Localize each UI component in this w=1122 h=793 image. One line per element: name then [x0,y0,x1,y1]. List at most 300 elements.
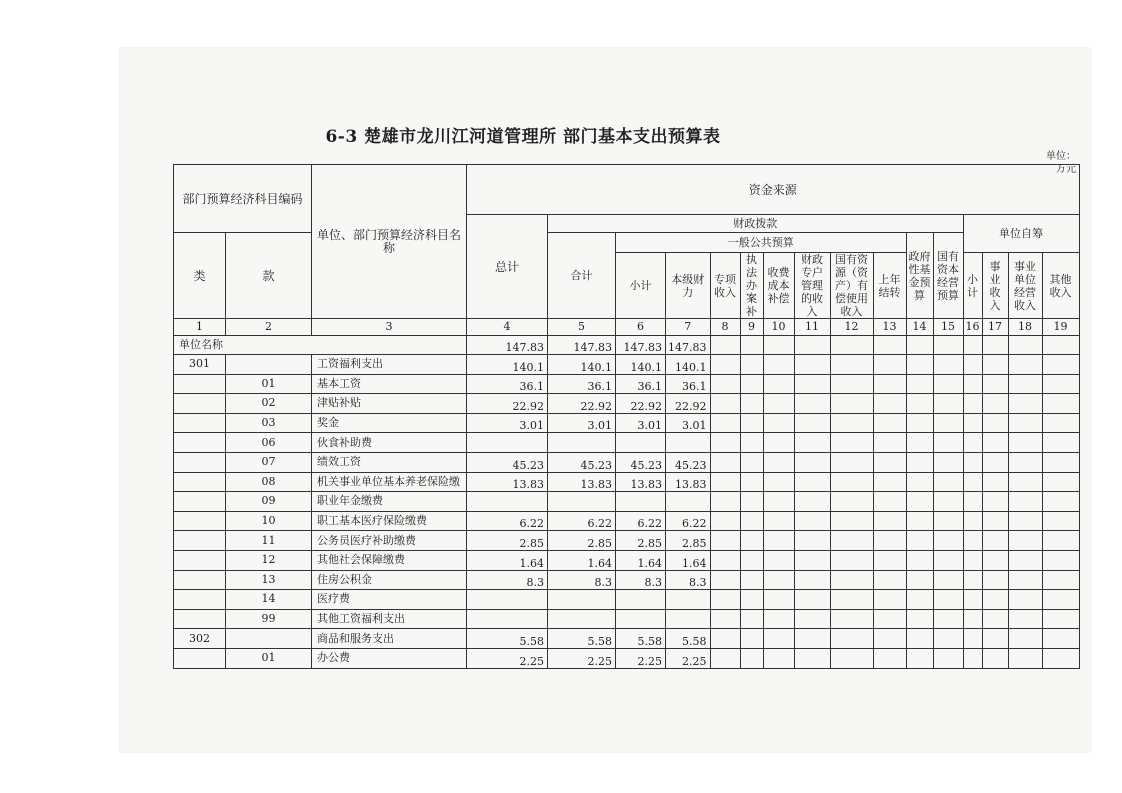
header-source: 资金来源 [467,165,1080,215]
empty-cell [906,648,933,668]
empty-cell [740,374,763,394]
empty-cell [1042,374,1079,394]
empty-cell [740,629,763,649]
unit-label: 单位：万元 [1046,151,1076,175]
empty-cell [982,492,1008,512]
empty-cell [1042,511,1079,531]
total-cell [467,433,548,453]
total-cell [467,590,548,610]
kuan-cell: 10 [226,511,312,531]
empty-cell [873,570,906,590]
heji-cell: 5.58 [548,629,616,649]
empty-cell [982,452,1008,472]
column-number-16: 16 [963,319,982,336]
empty-cell [830,355,873,375]
empty-cell [830,433,873,453]
empty-cell [933,394,963,414]
empty-cell [1008,413,1042,433]
empty-cell [933,492,963,512]
empty-cell [1008,433,1042,453]
lei-cell [174,433,226,453]
empty-cell [763,590,794,610]
table-row [174,492,1080,512]
empty-cell [710,394,740,414]
empty-cell [906,472,933,492]
empty-cell [830,413,873,433]
empty-cell [740,511,763,531]
benji-cell: 36.1 [666,374,711,394]
name-cell: 机关事业单位基本养老保险缴 [312,472,467,492]
empty-cell [982,590,1008,610]
kuan-cell: 13 [226,570,312,590]
empty-cell [963,590,982,610]
empty-cell [794,452,830,472]
heji-cell: 6.22 [548,511,616,531]
empty-cell [830,590,873,610]
xiaoji-cell: 36.1 [616,374,666,394]
column-number-7: 7 [666,319,711,336]
name-cell: 商品和服务支出 [312,629,467,649]
empty-cell [763,413,794,433]
header-xiaoji: 小计 [616,253,666,319]
lei-cell [174,550,226,570]
empty-cell [1042,609,1079,629]
column-number-19: 19 [1042,319,1079,336]
empty-cell [740,570,763,590]
empty-cell [794,648,830,668]
name-cell: 职工基本医疗保险缴费 [312,511,467,531]
total-cell [467,609,548,629]
table-row [174,570,1080,590]
budget-table [173,164,1080,669]
column-number-14: 14 [906,319,933,336]
header-shiye: 事业收入 [982,253,1008,319]
empty-cell [740,531,763,551]
empty-cell [763,374,794,394]
empty-cell [873,452,906,472]
benji-cell: 3.01 [666,413,711,433]
empty-cell [906,355,933,375]
xiaoji-cell [616,492,666,512]
empty-cell [1008,374,1042,394]
empty-cell [933,472,963,492]
table-body [174,336,1080,669]
table-row [174,452,1080,472]
column-number-row [174,319,1080,336]
total-cell: 13.83 [467,472,548,492]
kuan-cell: 01 [226,648,312,668]
xiaoji-cell: 13.83 [616,472,666,492]
empty-cell [1042,629,1079,649]
empty-cell [1042,550,1079,570]
benji-cell: 5.58 [666,629,711,649]
empty-cell [830,531,873,551]
benji-cell: 45.23 [666,452,711,472]
lei-cell [174,590,226,610]
empty-cell [963,531,982,551]
column-number-13: 13 [873,319,906,336]
empty-cell [1008,629,1042,649]
empty-cell [1008,609,1042,629]
empty-cell [873,511,906,531]
heji-cell: 22.92 [548,394,616,414]
empty-cell [873,433,906,453]
xiaoji-cell [616,609,666,629]
xiaoji-cell: 140.1 [616,355,666,375]
empty-cell [933,433,963,453]
empty-cell [933,374,963,394]
table-row [174,531,1080,551]
empty-cell [906,511,933,531]
empty-cell [710,570,740,590]
header-zhengfu: 政府性基金预算 [906,233,933,319]
lei-cell [174,492,226,512]
lei-cell [174,511,226,531]
lei-cell [174,394,226,414]
empty-cell [740,433,763,453]
empty-cell [982,374,1008,394]
empty-cell [763,629,794,649]
table-row [174,374,1080,394]
empty-cell [794,433,830,453]
lei-cell [174,472,226,492]
empty-cell [963,609,982,629]
empty-cell [933,629,963,649]
empty-cell [763,472,794,492]
empty-cell [740,472,763,492]
empty-cell [1008,550,1042,570]
header-kuan: 款 [226,233,312,319]
header-general: 一般公共预算 [616,233,907,253]
kuan-cell: 14 [226,590,312,610]
empty-cell [794,629,830,649]
empty-cell [794,413,830,433]
table-row [174,472,1080,492]
column-number-15: 15 [933,319,963,336]
total-cell: 8.3 [467,570,548,590]
empty-cell [933,648,963,668]
empty-cell [933,570,963,590]
header-zhuanxiang: 专项收入 [710,253,740,319]
kuan-cell: 02 [226,394,312,414]
benji-cell [666,433,711,453]
heji-cell: 140.1 [548,355,616,375]
benji-cell: 2.25 [666,648,711,668]
empty-cell [1008,492,1042,512]
header-shoufei: 收费成本补偿 [763,253,794,319]
empty-cell [830,609,873,629]
empty-cell [963,433,982,453]
unit-benji-cell: 147.83 [666,336,711,355]
empty-cell [906,570,933,590]
empty-cell [794,531,830,551]
empty-cell [763,609,794,629]
total-cell: 1.64 [467,550,548,570]
header-guoyou-ziben: 国有资本经营预算 [933,233,963,319]
empty-cell [763,511,794,531]
column-number-8: 8 [710,319,740,336]
heji-cell: 45.23 [548,452,616,472]
unit-xiaoji-cell: 147.83 [616,336,666,355]
empty-cell [963,355,982,375]
name-cell: 工资福利支出 [312,355,467,375]
heji-cell: 13.83 [548,472,616,492]
empty-cell [906,629,933,649]
empty-cell [982,648,1008,668]
benji-cell: 6.22 [666,511,711,531]
empty-cell [933,609,963,629]
empty-cell [933,550,963,570]
header-shangnian: 上年结转 [873,253,906,319]
empty-cell [982,472,1008,492]
empty-cell [740,648,763,668]
heji-cell [548,492,616,512]
header-qita: 其他收入 [1042,253,1079,319]
heji-cell: 8.3 [548,570,616,590]
empty-cell [1042,590,1079,610]
empty-cell [830,629,873,649]
empty-cell [873,609,906,629]
empty-cell [1008,355,1042,375]
empty-cell [906,394,933,414]
table-row [174,609,1080,629]
empty-cell [873,629,906,649]
benji-cell: 140.1 [666,355,711,375]
empty-cell [794,550,830,570]
empty-cell [873,472,906,492]
header-self-xiaoji: 小计 [963,253,982,319]
total-cell: 5.58 [467,629,548,649]
empty-cell [963,629,982,649]
table-row [174,433,1080,453]
name-cell: 办公费 [312,648,467,668]
header-zhifa: 执法办案补 [740,253,763,319]
empty-cell [710,629,740,649]
name-cell: 住房公积金 [312,570,467,590]
benji-cell: 2.85 [666,531,711,551]
name-cell: 医疗费 [312,590,467,610]
empty-cell [873,355,906,375]
table-row [174,413,1080,433]
name-cell: 其他工资福利支出 [312,609,467,629]
empty-cell [906,374,933,394]
empty-cell [982,629,1008,649]
lei-cell [174,452,226,472]
name-cell: 其他社会保障缴费 [312,550,467,570]
xiaoji-cell: 8.3 [616,570,666,590]
empty-cell [1008,590,1042,610]
empty-cell [982,355,1008,375]
empty-cell [830,648,873,668]
empty-cell [710,433,740,453]
header-heji: 合计 [548,233,616,319]
table-header [174,165,1080,336]
kuan-cell: 03 [226,413,312,433]
empty-cell [963,452,982,472]
empty-cell [1042,492,1079,512]
empty-cell [1042,433,1079,453]
empty-cell [1042,531,1079,551]
empty-cell [740,590,763,610]
column-number-4: 4 [467,319,548,336]
name-cell: 奖金 [312,413,467,433]
column-number-10: 10 [763,319,794,336]
header-econ-code: 部门预算经济科目编码 [174,165,312,233]
empty-cell [873,550,906,570]
xiaoji-cell [616,433,666,453]
empty-cell [830,472,873,492]
benji-cell [666,492,711,512]
empty-cell [830,374,873,394]
empty-cell [1008,648,1042,668]
total-cell: 3.01 [467,413,548,433]
empty-cell [1042,472,1079,492]
empty-cell [710,609,740,629]
column-number-9: 9 [740,319,763,336]
empty-cell [740,355,763,375]
empty-cell [906,452,933,472]
benji-cell: 8.3 [666,570,711,590]
empty-cell [906,433,933,453]
heji-cell [548,433,616,453]
xiaoji-cell: 5.58 [616,629,666,649]
empty-cell [794,590,830,610]
empty-cell [982,433,1008,453]
kuan-cell: 07 [226,452,312,472]
header-self: 单位自筹 [963,215,1079,253]
total-cell: 140.1 [467,355,548,375]
column-number-1: 1 [174,319,226,336]
empty-cell [740,609,763,629]
empty-cell [873,374,906,394]
total-cell: 36.1 [467,374,548,394]
benji-cell [666,609,711,629]
table-row [174,590,1080,610]
empty-cell [794,492,830,512]
empty-cell [963,472,982,492]
empty-cell [906,609,933,629]
empty-cell [933,355,963,375]
benji-cell: 1.64 [666,550,711,570]
kuan-cell: 01 [226,374,312,394]
empty-cell [740,413,763,433]
empty-cell [830,550,873,570]
total-cell: 22.92 [467,394,548,414]
empty-cell [830,394,873,414]
name-cell: 津贴补贴 [312,394,467,414]
empty-cell [794,609,830,629]
column-number-12: 12 [830,319,873,336]
lei-cell: 301 [174,355,226,375]
empty-cell [963,394,982,414]
empty-cell [906,413,933,433]
empty-cell [794,374,830,394]
table-row [174,394,1080,414]
table-row [174,550,1080,570]
lei-cell [174,531,226,551]
lei-cell [174,413,226,433]
table-row [174,355,1080,375]
empty-cell [873,413,906,433]
empty-cell [1042,355,1079,375]
empty-cell [763,452,794,472]
empty-cell [710,550,740,570]
heji-cell [548,590,616,610]
header-name: 单位、部门预算经济科目名称 [312,165,467,319]
empty-cell [740,550,763,570]
empty-cell [710,355,740,375]
empty-cell [963,550,982,570]
empty-cell [1008,511,1042,531]
empty-cell [982,570,1008,590]
header-benji: 本级财力 [666,253,711,319]
xiaoji-cell: 2.25 [616,648,666,668]
empty-cell [982,550,1008,570]
header-total: 总计 [467,215,548,319]
empty-cell [963,570,982,590]
empty-cell [830,511,873,531]
empty-cell [763,648,794,668]
empty-cell [1042,394,1079,414]
empty-cell [710,452,740,472]
empty-cell [794,511,830,531]
empty-cell [873,590,906,610]
header-shiye-jingying: 事业单位经营收入 [1008,253,1042,319]
empty-cell [906,531,933,551]
empty-cell [1008,394,1042,414]
empty-cell [982,511,1008,531]
empty-cell [740,492,763,512]
empty-cell [710,413,740,433]
lei-cell [174,609,226,629]
empty-cell [740,394,763,414]
column-number-6: 6 [616,319,666,336]
empty-cell [906,550,933,570]
empty-cell [873,492,906,512]
name-cell: 伙食补助费 [312,433,467,453]
header-lei: 类 [174,233,226,319]
total-cell: 45.23 [467,452,548,472]
empty-cell [982,394,1008,414]
total-cell: 2.25 [467,648,548,668]
empty-cell [963,413,982,433]
empty-cell [1008,531,1042,551]
empty-cell [933,452,963,472]
lei-cell [174,570,226,590]
empty-cell [963,511,982,531]
kuan-cell: 99 [226,609,312,629]
empty-cell [830,570,873,590]
empty-cell [963,374,982,394]
unit-heji-cell: 147.83 [548,336,616,355]
empty-cell [763,433,794,453]
empty-cell [710,472,740,492]
kuan-cell: 08 [226,472,312,492]
header-fiscal: 财政拨款 [548,215,964,233]
empty-cell [710,511,740,531]
empty-cell [906,492,933,512]
page-title: 6-3 楚雄市龙川江河道管理所 部门基本支出预算表 [325,127,721,147]
empty-cell [830,492,873,512]
empty-cell [740,452,763,472]
empty-cell [982,413,1008,433]
kuan-cell: 12 [226,550,312,570]
empty-cell [1042,452,1079,472]
empty-cell [763,355,794,375]
column-number-17: 17 [982,319,1008,336]
benji-cell: 22.92 [666,394,711,414]
empty-cell [963,648,982,668]
